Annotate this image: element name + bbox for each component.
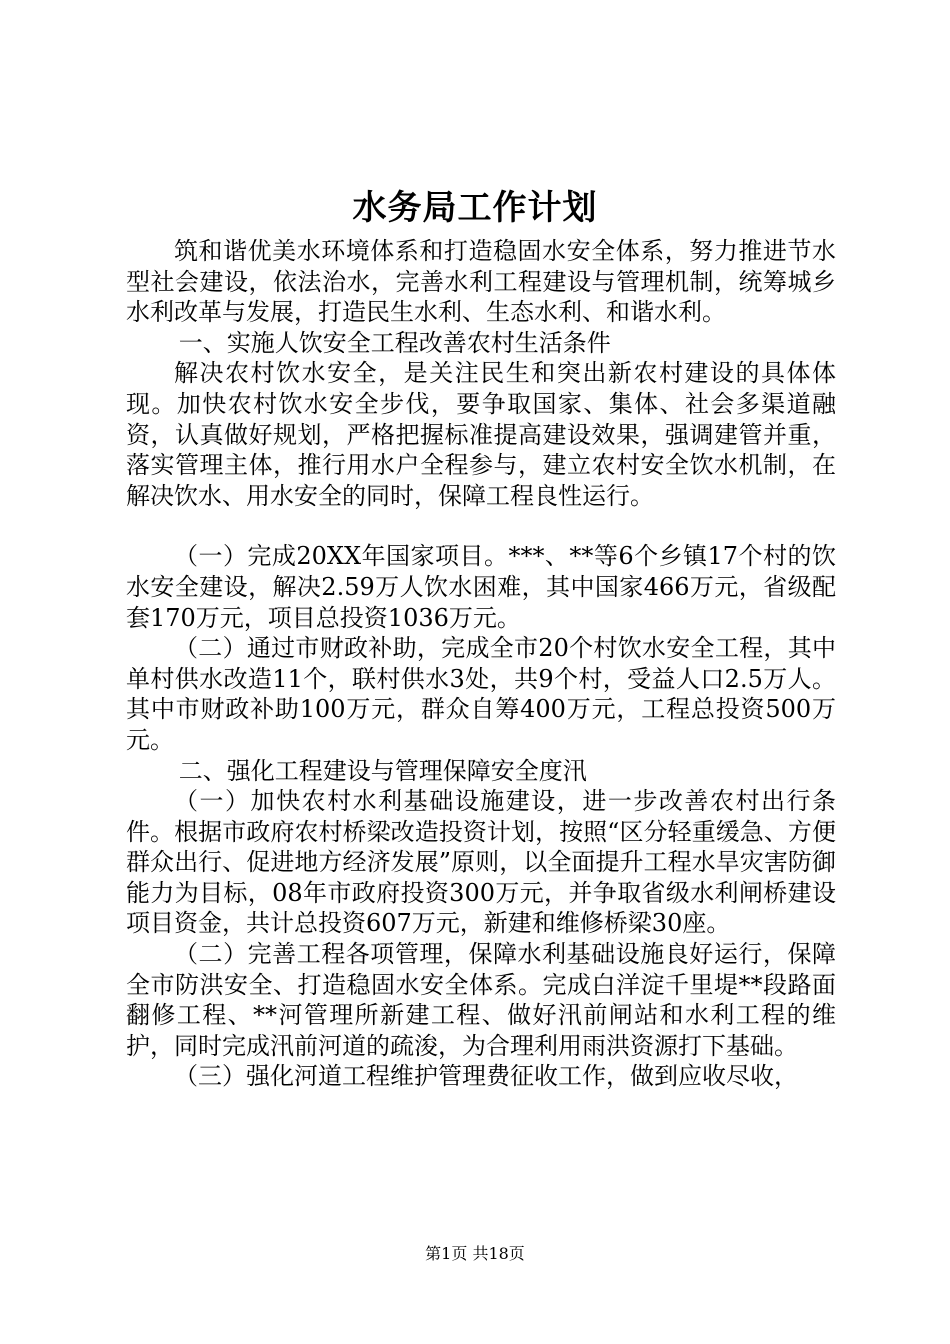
document-body: [126, 236, 836, 1092]
paragraph-item-2-2: （二）完善工程各项管理，保障水利基础设施良好运行，保障全市防洪安全、打造稳固水安全体系。完成白洋淀千里堤**段路面翻修工程、**河管理所新建工程、做好汛前闸站和水利工程的维护，同时完成汛前河道的疏浚，为合理利用雨洪资源打下基础。: [126, 940, 836, 1060]
section-heading-2: 二、强化工程建设与管理保障安全度汛: [178, 756, 587, 785]
paragraph-item-2-3: （三）强化河道工程维护管理费征收工作，做到应收尽收，: [174, 1062, 798, 1091]
paragraph-item-1-1: （一）完成20XX年国家项目。***、**等6个乡镇17个村的饮水安全建设，解决2.59万人饮水困难，其中国家466万元，省级配套170万元，项目总投资1036万元。: [126, 542, 836, 632]
paragraph-item-1-2: （二）通过市财政补助，完成全市20个村饮水安全工程，其中单村供水改造11个，联村供水3处，共9个村，受益人口2.5万人。其中市财政补助100万元，群众自筹400万元，工程总投资500万元。: [126, 634, 836, 754]
section-heading-1: 一、实施人饮安全工程改善农村生活条件: [178, 328, 611, 357]
paragraph-item-2-1: （一）加快农村水利基础设施建设，进一步改善农村出行条件。根据市政府农村桥梁改造投资计划，按照“区分轻重缓急、方便群众出行、促进地方经济发展”原则，以全面提升工程水旱灾害防御能力为目标，08年市政府投资300万元，并争取省级水利闸桥建设项目资金，共计总投资607万元，新建和维修桥梁30座。: [126, 787, 836, 938]
paragraph-intro: 筑和谐优美水环境体系和打造稳固水安全体系，努力推进节水型社会建设，依法治水，完善水利工程建设与管理机制，统筹城乡水利改革与发展，打造民生水利、生态水利、和谐水利。: [126, 237, 836, 327]
page-footer: 第1页 共18页: [425, 1244, 525, 1263]
paragraph-section-1: 解决农村饮水安全，是关注民生和突出新农村建设的具体体现。加快农村饮水安全步伐，要争取国家、集体、社会多渠道融资，认真做好规划，严格把握标准提高建设效果，强调建管并重，落实管理主体，推行用水户全程参与，建立农村安全饮水机制，在解决饮水、用水安全的同时，保障工程良性运行。: [126, 359, 836, 510]
document-title: 水务局工作计划: [352, 188, 598, 228]
